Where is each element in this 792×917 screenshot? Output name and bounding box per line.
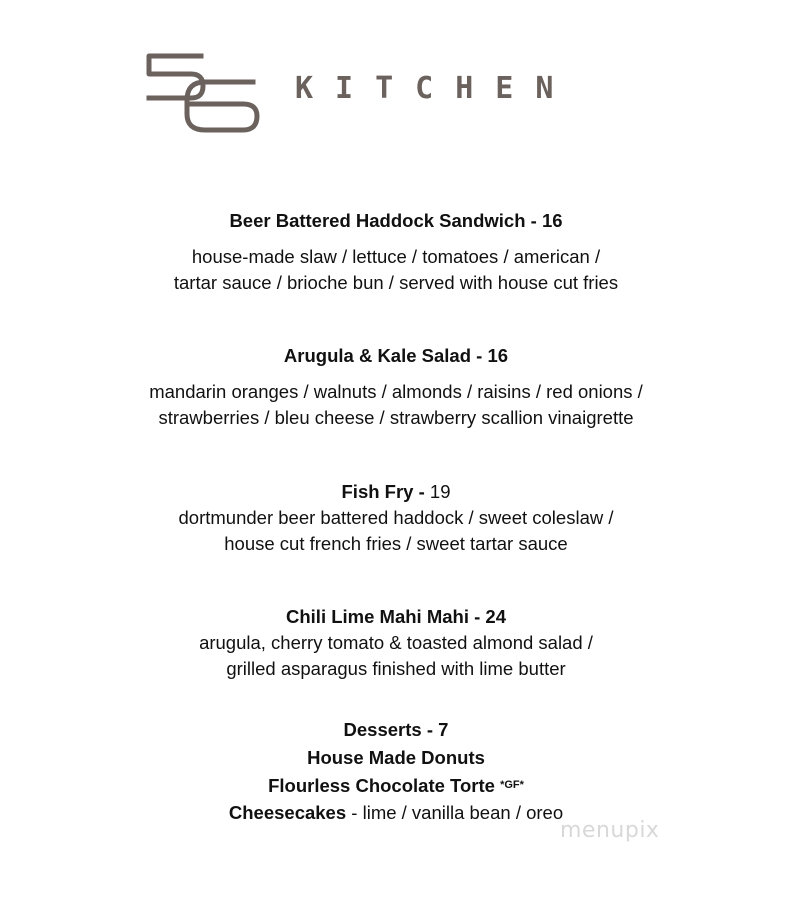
item-title: Fish Fry - 19 xyxy=(341,481,451,502)
desserts-price: 7 xyxy=(438,719,449,740)
item-title: Chili Lime Mahi Mahi - 24 xyxy=(286,606,506,627)
item-name: Chili Lime Mahi Mahi xyxy=(286,606,469,627)
item-description-line: grilled asparagus finished with lime butter xyxy=(226,658,566,679)
gluten-free-tag: *GF* xyxy=(500,779,524,791)
logo-number: 56 xyxy=(143,52,145,53)
item-description-line: house-made slaw / lettuce / tomatoes / american / xyxy=(191,246,601,267)
menu-item xyxy=(0,343,792,431)
item-description-line: mandarin oranges / walnuts / almonds / raisins / red onions / xyxy=(149,381,643,402)
item-description-line: dortmunder beer battered haddock / sweet coleslaw / xyxy=(178,507,614,528)
item-description-line: house cut french fries / sweet tartar sauce xyxy=(224,533,568,554)
item-description-line: tartar sauce / brioche bun / served with house cut fries xyxy=(173,272,619,293)
menu-item xyxy=(0,479,792,557)
dessert-cheesecakes: Cheesecakes - lime / vanilla bean / oreo xyxy=(228,802,564,823)
item-price: 16 xyxy=(541,210,563,231)
dessert-cheesecakes-flavors: lime / vanilla bean / oreo xyxy=(362,802,564,823)
item-name: Beer Battered Haddock Sandwich xyxy=(229,210,526,231)
restaurant-logo xyxy=(143,52,663,136)
item-title: Beer Battered Haddock Sandwich - 16 xyxy=(229,210,563,231)
item-title: Arugula & Kale Salad - 16 xyxy=(283,345,509,366)
item-name: Arugula & Kale Salad xyxy=(283,345,472,366)
item-price: 24 xyxy=(485,606,506,627)
desserts-label: Desserts xyxy=(343,719,422,740)
logo-wordmark: KITCHEN xyxy=(295,71,576,106)
logo-56-mark xyxy=(143,52,261,134)
item-description-line: arugula, cherry tomato & toasted almond salad / xyxy=(199,632,593,653)
dessert-torte-name: Flourless Chocolate Torte xyxy=(268,775,495,796)
menu-item xyxy=(0,208,792,296)
menu-item xyxy=(0,604,792,682)
dessert-donuts: House Made Donuts xyxy=(307,747,485,768)
menupix-watermark: menupix xyxy=(560,818,660,843)
dessert-torte xyxy=(0,772,792,799)
dessert-cheesecakes-name: Cheesecakes xyxy=(228,802,347,823)
desserts-section xyxy=(0,717,792,826)
item-description-line: strawberries / bleu cheese / strawberry scallion vinaigrette xyxy=(158,407,634,428)
item-name: Fish Fry xyxy=(341,481,414,502)
item-price: 16 xyxy=(487,345,509,366)
desserts-title: Desserts - 7 xyxy=(343,719,449,740)
item-price: 19 xyxy=(429,481,451,502)
